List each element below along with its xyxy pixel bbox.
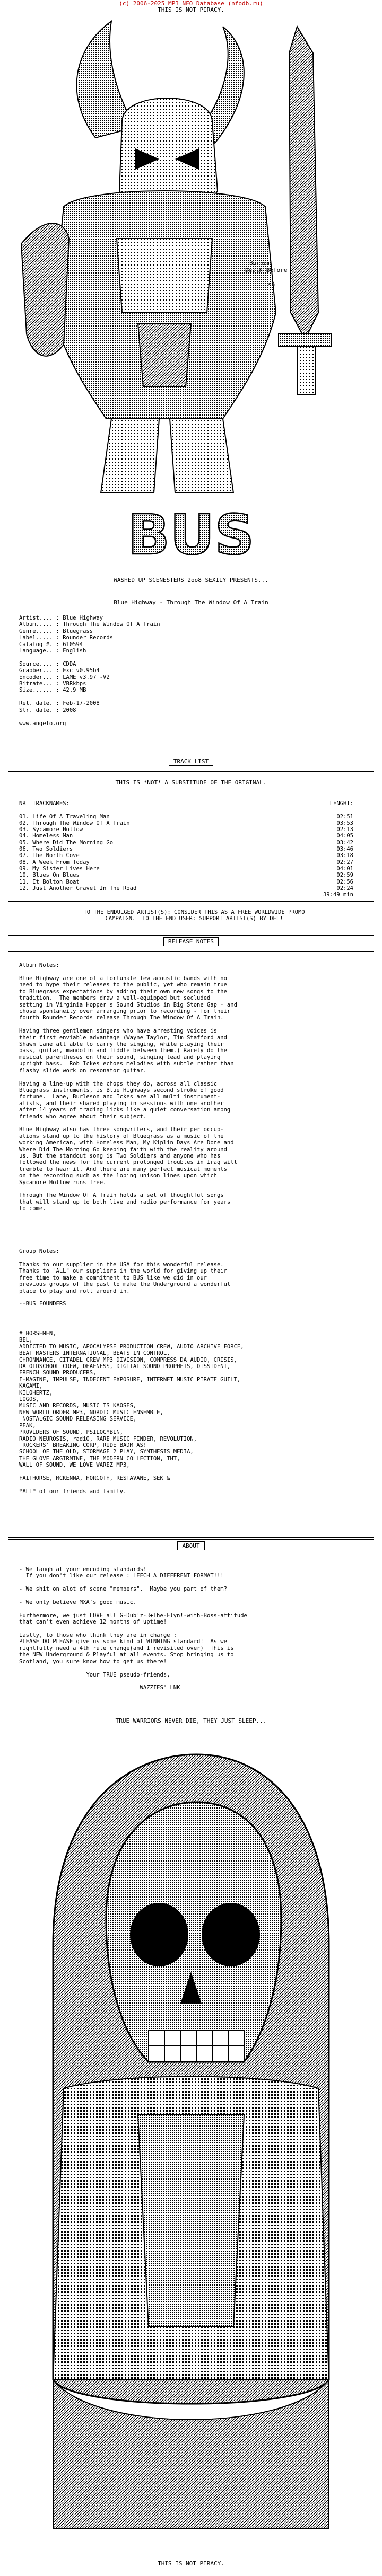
divider (8, 901, 374, 902)
track-row: 09. My Sister Lives Here 04:01 (19, 865, 353, 872)
group-notes-heading: Group Notes: (19, 1248, 59, 1255)
tracklist-total: 39:49 min (323, 892, 353, 898)
tracklist-header: NR TRACKNAMES: LENGHT: (19, 800, 353, 807)
info-row: Album..... : Through The Window Of A Train (19, 621, 160, 628)
tracklist-subtitle: THIS IS *NOT* A SUBSTITUDE OF THE ORIGINAL. (115, 779, 267, 786)
divider (8, 771, 374, 772)
skull-ascii-art (32, 1744, 350, 2544)
footer-motto: TRUE WARRIORS NEVER DIE, THEY JUST SLEEP... (115, 1717, 267, 1724)
piracy-notice-bottom: THIS IS NOT PIRACY. (158, 2560, 224, 2567)
divider (8, 933, 374, 936)
divider (8, 1537, 374, 1540)
group-logo (96, 506, 286, 564)
track-row: 06. Two Soldiers 03:46 (19, 846, 353, 853)
tracklist-table (19, 800, 353, 898)
info-row (19, 694, 160, 700)
piracy-notice-top: THIS IS NOT PIRACY. (158, 6, 224, 13)
track-row: 02. Through The Window Of A Train 03:53 (19, 819, 353, 826)
info-row: Label..... : Rounder Records (19, 634, 114, 641)
group-tagline: WASHED UP SCENESTERS 2oo8 SEXILY PRESENTS... (114, 577, 268, 584)
tracklist-title: TRACK LIST (0, 758, 382, 765)
group-notes-text: Thanks to our supplier in the USA for this wonderful release. Thanks to "ALL" our suppliers in the world for giving up their free time to make a commitment to BUS like we did in our previous groups of the past to make the Underground a wonderful place to play and roll around in. --BUS FOUNDERS (19, 1261, 231, 1308)
info-row: Str. date. : 2008 (19, 707, 76, 713)
track-row: 10. Blues On Blues 02:59 (19, 872, 353, 879)
info-row: Bitrate... : VBRkbps (19, 681, 86, 687)
info-row: Language.. : English (19, 648, 86, 655)
signature-quote: Death Before (245, 267, 288, 274)
warrior-ascii-art (0, 16, 382, 504)
sword-blade (289, 27, 318, 339)
track-row: 04. Homeless Man 04:05 (19, 833, 353, 840)
divider (8, 951, 374, 952)
about-text: - We laugh at your encoding standards! If you don't like our release : LEECH A DIFFERENT FORMAT!!! - We shit on alot of scene "members". Maybe you part of them? - We only believe MXA's good music. Furthermore, we just LOVE all G-Dub'z-3+The-Flyn!-with-Boss-attitude that can't even achieve 12 months of uptime! Lastly, to those who think they are in charge : PLEASE DO PLEASE give us some kind of WINNING standard! As we rightfully need a 4th rule change(and I revisited over) This is the NEW Underground & Playful at all events. Stop bringing us to Scotland, you sure know how to get us there! Your TRUE pseudo-friends, WAZZIES' LNK (19, 1566, 247, 1691)
release-info-table (19, 615, 160, 727)
about-title: ABOUT (0, 1542, 382, 1549)
track-row: 07. The North Cove 03:18 (19, 852, 353, 859)
track-row: 03. Sycamore Hollow 02:13 (19, 826, 353, 833)
album-notes-text: Blue Highway are one of a fortunate few acoustic bands with no need to hype their releases to the public, yet who remain true to Bluegrass expectations by adding their own new songs to the tradition. The members draw a well-equipped but secluded setting in Virginia Hopper's Sound Studios in Big Stone Gap - and chose spontaneity over arranging prior to recording - for their fourth Rounder Records release Through The Window Of A Train. Having three gentlemen singers who have arresting voices is their first enviable advantage (Wayne Taylor, Tim Stafford and Shawn Lane all able to carry the singing, while playing their bass, guitar, mandolin and fiddle between them.) Rarely do the musical parentheses on their sound, singing lead and playing upright bass. Rob Ickes echoes melodies with subtle rather than flashy slide work on resonator guitar. Having a line-up with the chops they do, across all classic Bluegrass instruments, is Blue Highways second stroke of good fortune. Lane, Burleson and Ickes are all multi instrument- alists, and their shared playing in sessions with one another after 14 years of trading licks like a quiet conversation among friends who agree about their subject. Blue Highway also has three songwriters, and their per occup- ations stand up to the history of Bluegrass as a music of the working American, with Homeless Man, My Kiplin Days Are Done and Where Did The Morning Go keeping faith with the reality around us. But the standout song is Two Soldiers and anyone who has followed the news for the current prolonged troubles in Iraq will tremble to hear it. And there are many perfect musical moments on the recording such as the loping unison lines upon which Sycamore Hollow runs free. Through The Window Of A Train holds a set of thoughtful songs that will stand up to both live and radio performance for years to come. (19, 975, 237, 1212)
support-message: TO THE ENDULGED ARTIST(S): CONSIDER THIS AS A FREE WORLDWIDE PROMO CAMPAIGN. TO THE END USER: SUPPORT ARTIST(S) BY DEL! (83, 909, 305, 922)
info-row: Rel. date. : Feb-17-2008 (19, 700, 100, 707)
info-row (19, 713, 160, 720)
info-row: Encoder... : LAME v3.97 -V2 (19, 674, 110, 681)
divider (8, 1320, 374, 1322)
track-row: 12. Just Another Gravel In The Road 02:24 (19, 885, 353, 892)
copyright-line: (c) 2006-2025 MP3 NFO Database (nfodb.ru) (119, 0, 263, 7)
track-row: 05. Where Did The Morning Go 03:42 (19, 839, 353, 846)
track-row: 01. Life Of A Traveling Man 02:51 (19, 813, 353, 820)
info-row: Artist.... : Blue Highway (19, 615, 103, 621)
signature-name: Burnum (249, 260, 271, 267)
info-row: Genre..... : Bluegrass (19, 628, 93, 634)
info-row: Source.... : CDDA (19, 660, 76, 667)
info-row: Catalog #. : 610594 (19, 641, 83, 648)
info-row (19, 654, 160, 660)
info-row: Grabber... : Exc v0.95b4 (19, 667, 100, 674)
greets-text: # HORSEMEN, BEL, ADDICTED TO MUSIC, APOCALYPSE PRODUCTION CREW, AUDIO ARCHIVE FORCE, BEAT MASTERS INTERNATIONAL, BEATS IN CONTROL, CHRONNANCE, CITADEL CREW MP3 DIVISION, COMPRESS DA AUDIO, CRISIS, DA OLDSCHOOL CREW, DEAFNESS, DIGITAL SOUND PROPHETS, DISSIDENT, FRENCH SOUND PRODUCERS, I-MAGINE, IMPULSE, INDECENT EXPOSURE, INTERNET MUSIC PIRATE GUILT, KAGAMI, KILOHERTZ, LOGOS, MUSIC AND RECORDS, MUSIC IS KAOSES, NEW WORLD ORDER MP3, NORDIC MUSIC ENSEMBLE, NOSTALGIC SOUND RELEASING SERVICE, PEAK, PROVIDERS OF SOUND, PSILOCYBIN, RADIO NEUROSIS, radiO, RARE MUSIC FINDER, REVOLUTION, ROCKERS' BREAKING CORP, RUDE BADM AS! SCHOOL OF THE OLD, STORMAGE 2 PLAY, SYNTHESIS MEDIA, THE GLOVE ARGIRMINE, THE MODERN COLLECTION, THT, WALL OF SOUND, WE LOVE WAREZ MP3, FAITHORSE, MCKENNA, HORGOTH, RESTAVANE, SEK & *ALL* of our friends and family. (19, 1330, 244, 1495)
track-row: 11. It Bolton Boat 02:56 (19, 878, 353, 885)
logo-text: BUS (127, 506, 255, 564)
notes-title: RELEASE NOTES (0, 938, 382, 945)
divider (8, 753, 374, 755)
divider (8, 1691, 374, 1693)
info-row: Size...... : 42.9 MB (19, 687, 86, 694)
release-headline: Blue Highway - Through The Window Of A Train (114, 599, 268, 606)
signature-by: s6 (268, 281, 275, 288)
album-notes-heading: Album Notes: (19, 962, 59, 968)
track-row: 08. A Week From Today 02:27 (19, 859, 353, 866)
release-url[interactable]: www.angelo.org (19, 720, 66, 727)
